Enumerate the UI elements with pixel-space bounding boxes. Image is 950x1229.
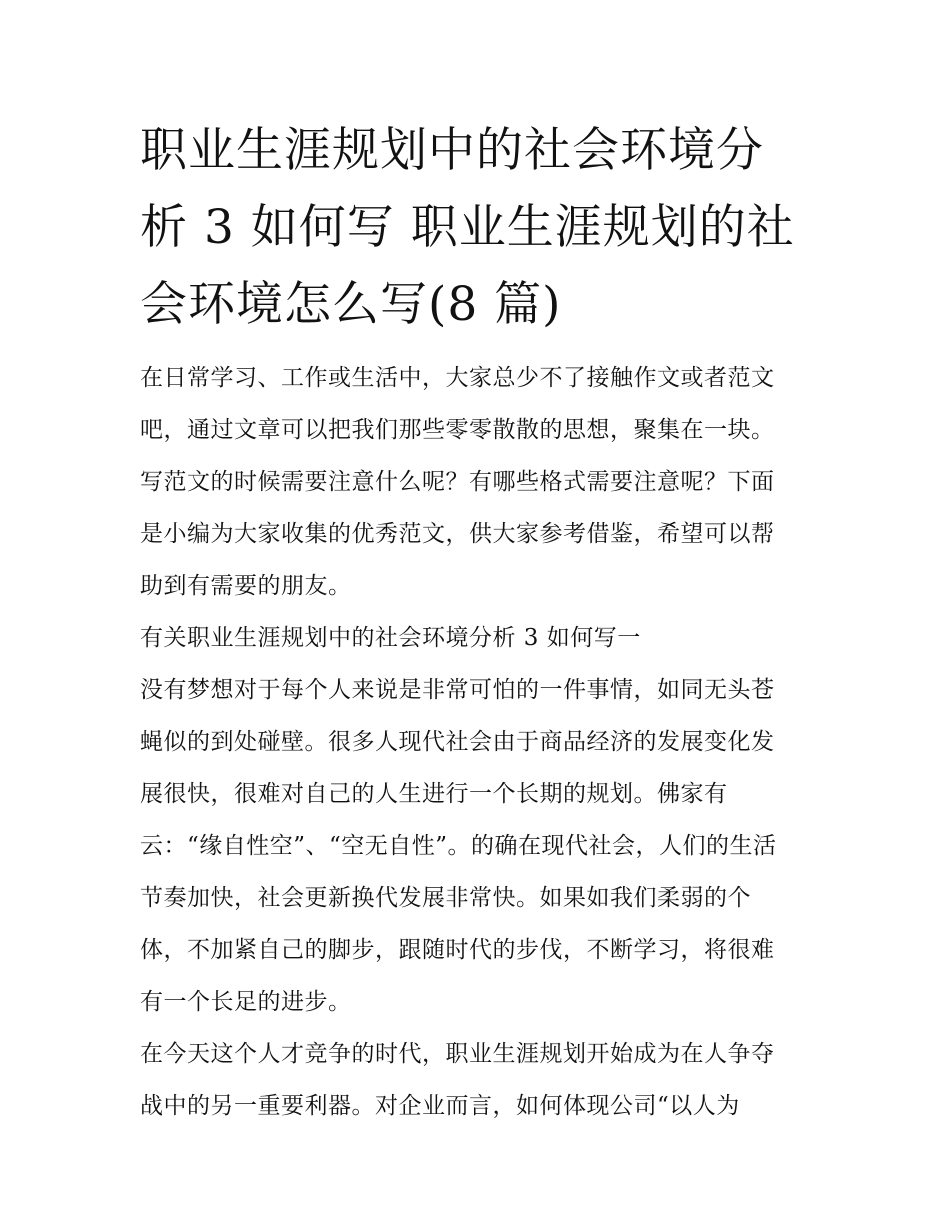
text-line: 吧，通过文章可以把我们那些零零散散的思想，聚集在一块。 — [140, 417, 775, 443]
title-line: 会环境怎么写(8 篇) — [140, 277, 562, 332]
body-paragraph — [140, 1028, 820, 1132]
text-line: 体，不加紧自己的脚步，跟随时代的步伐，不断学习，将很难 — [140, 937, 775, 963]
text-line: 是小编为大家收集的优秀范文，供大家参考借鉴，希望可以帮 — [140, 521, 775, 547]
text-line: 云：“缘自性空”、“空无自性”。的确在现代社会，人们的生活 — [140, 833, 777, 859]
text-line: 没有梦想对于每个人来说是非常可怕的一件事情，如同无头苍 — [140, 677, 775, 703]
document-body — [140, 352, 820, 1132]
intro-paragraph — [140, 352, 820, 612]
text-line: 在今天这个人才竞争的时代，职业生涯规划开始成为在人争夺 — [140, 1041, 775, 1067]
text-line: 展很快，很难对自己的人生进行一个长期的规划。佛家有 — [140, 781, 728, 807]
text-line: 助到有需要的朋友。 — [140, 573, 352, 599]
text-line: 战中的另一重要利器。对企业而言，如何体现公司“以人为 — [140, 1093, 740, 1119]
title-line: 析 3 如何写 职业生涯规划的社 — [140, 200, 795, 255]
text-line: 蝇似的到处碰壁。很多人现代社会由于商品经济的发展变化发 — [140, 729, 775, 755]
text-line: 节奏加快，社会更新换代发展非常快。如果如我们柔弱的个 — [140, 885, 751, 911]
document-title — [140, 112, 820, 343]
text-line: 写范文的时候需要注意什么呢？有哪些格式需要注意呢？下面 — [140, 469, 775, 495]
text-line: 有一个长足的进步。 — [140, 989, 352, 1015]
text-line: 在日常学习、工作或生活中，大家总少不了接触作文或者范文 — [140, 365, 775, 391]
title-line: 职业生涯规划中的社会环境分 — [140, 123, 764, 178]
text-line: 有关职业生涯规划中的社会环境分析 3 如何写一 — [140, 625, 641, 651]
body-paragraph — [140, 664, 820, 1028]
section-heading — [140, 612, 820, 664]
